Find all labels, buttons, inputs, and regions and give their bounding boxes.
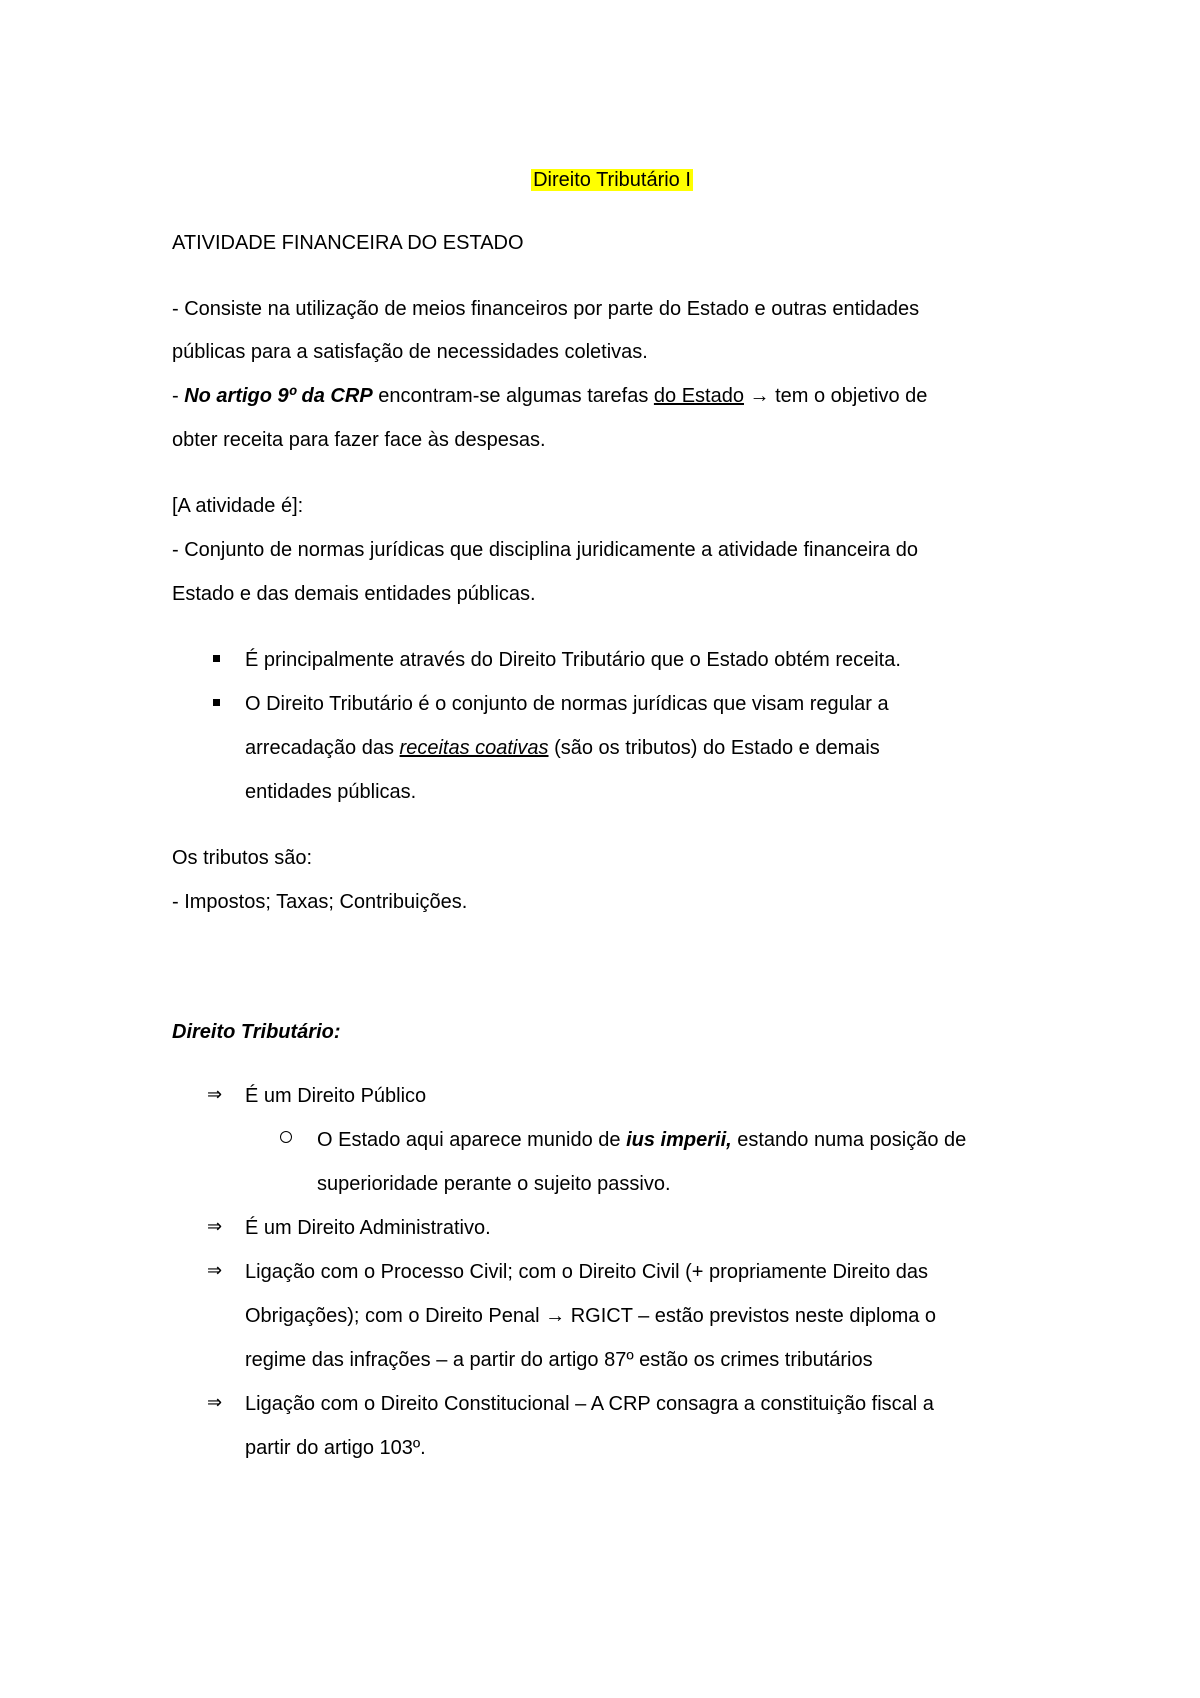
document-title-text: Direito Tributário I [533,169,691,191]
double-arrow-icon: ⇒ [207,1260,223,1280]
section-heading: ATIVIDADE FINANCEIRA DO ESTADO [172,232,524,254]
dash: - [172,385,185,407]
sub-list-item: superioridade perante o sujeito passivo. [317,1173,671,1195]
list-item: partir do artigo 103º. [245,1437,426,1459]
text-segment: arrecadação das [245,737,400,759]
square-bullet-icon [213,655,220,662]
bullet-line [245,735,880,761]
emphasized-term: receitas coativas [399,737,549,759]
list-item: Ligação com o Processo Civil; com o Direito Civil (+ propriamente Direito das [245,1261,929,1283]
right-arrow-icon: → [545,1305,566,1327]
bullet-line: entidades públicas. [245,781,417,803]
text-segment: Obrigações); com o Direito Penal [245,1305,546,1327]
emphasized-term: ius imperii, [626,1129,732,1151]
underlined-term: do Estado [653,385,744,407]
circle-bullet-icon [280,1131,292,1143]
text-segment: (são os tributos) do Estado e demais [548,737,880,759]
square-bullet-icon [213,699,220,706]
paragraph-line: - Consiste na utilização de meios financeiros por parte do Estado e outras entidades [172,298,920,320]
paragraph-line: públicas para a satisfação de necessidades coletivas. [172,341,648,363]
bullet-line: É principalmente através do Direito Tributário que o Estado obtém receita. [245,649,901,671]
list-item: É um Direito Administrativo. [245,1217,491,1239]
double-arrow-icon: ⇒ [207,1392,223,1412]
list-item: Ligação com o Direito Constitucional – A CRP consagra a constituição fiscal a [245,1393,934,1415]
document-title [172,167,1052,193]
text-segment: tem o objetivo de [769,385,928,407]
crp-reference: No artigo 9º da CRP [184,385,373,407]
list-item [245,1303,936,1329]
text-segment: encontram-se algumas tarefas [372,385,654,407]
paragraph-line: - Conjunto de normas jurídicas que disciplina juridicamente a atividade financeira do [172,539,918,561]
right-arrow-icon: → [749,385,770,407]
paragraph-line: obter receita para fazer face às despesas. [172,429,546,451]
paragraph-line: - Impostos; Taxas; Contribuições. [172,891,468,913]
list-item: regime das infrações – a partir do artigo 87º estão os crimes tributários [245,1349,873,1371]
text-segment: RGICT – estão previstos neste diploma o [565,1305,937,1327]
double-arrow-icon: ⇒ [207,1216,223,1236]
sub-list-item [317,1127,966,1153]
double-arrow-icon: ⇒ [207,1084,223,1104]
label-line: [A atividade é]: [172,495,304,517]
list-item: É um Direito Público [245,1085,427,1107]
text-segment: O Estado aqui aparece munido de [317,1129,627,1151]
label-line: Os tributos são: [172,847,313,869]
section-heading: Direito Tributário: [172,1021,341,1043]
bullet-line: O Direito Tributário é o conjunto de normas jurídicas que visam regular a [245,693,889,715]
paragraph-line [172,383,927,409]
text-segment: estando numa posição de [731,1129,967,1151]
paragraph-line: Estado e das demais entidades públicas. [172,583,536,605]
